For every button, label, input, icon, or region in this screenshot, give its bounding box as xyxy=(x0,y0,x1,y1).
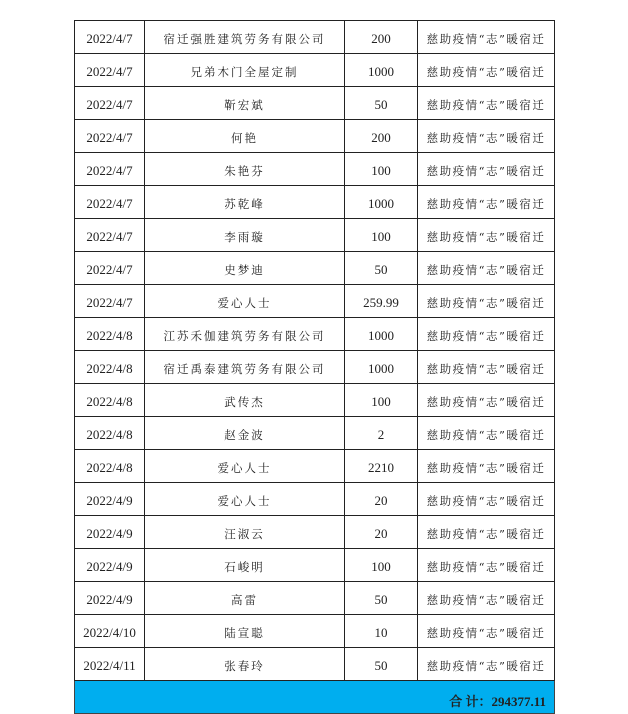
amount-cell: 50 xyxy=(345,87,418,120)
table-row xyxy=(75,351,555,384)
purpose-cell: 慈助疫情“志”暖宿迁 xyxy=(418,219,555,252)
purpose-cell: 慈助疫情“志”暖宿迁 xyxy=(418,285,555,318)
donor-cell: 何艳 xyxy=(145,120,345,153)
purpose-cell: 慈助疫情“志”暖宿迁 xyxy=(418,483,555,516)
purpose-cell: 慈助疫情“志”暖宿迁 xyxy=(418,648,555,681)
donor-cell: 石峻明 xyxy=(145,549,345,582)
purpose-cell: 慈助疫情“志”暖宿迁 xyxy=(418,21,555,54)
purpose-cell: 慈助疫情“志”暖宿迁 xyxy=(418,120,555,153)
table-row xyxy=(75,186,555,219)
date-cell: 2022/4/7 xyxy=(75,87,145,120)
amount-cell: 50 xyxy=(345,252,418,285)
purpose-cell: 慈助疫情“志”暖宿迁 xyxy=(418,54,555,87)
donor-cell: 爱心人士 xyxy=(145,483,345,516)
amount-cell: 100 xyxy=(345,549,418,582)
date-cell: 2022/4/7 xyxy=(75,285,145,318)
table-row xyxy=(75,582,555,615)
table-row xyxy=(75,318,555,351)
table-row xyxy=(75,516,555,549)
amount-cell: 100 xyxy=(345,219,418,252)
table-row xyxy=(75,450,555,483)
date-cell: 2022/4/11 xyxy=(75,648,145,681)
table-row xyxy=(75,549,555,582)
donor-cell: 史梦迪 xyxy=(145,252,345,285)
total-value: 294377.11 xyxy=(491,694,546,709)
amount-cell: 1000 xyxy=(345,186,418,219)
amount-cell: 259.99 xyxy=(345,285,418,318)
table-row xyxy=(75,219,555,252)
total-label: 合 计： xyxy=(449,694,492,709)
purpose-cell: 慈助疫情“志”暖宿迁 xyxy=(418,318,555,351)
table-row xyxy=(75,384,555,417)
date-cell: 2022/4/7 xyxy=(75,186,145,219)
date-cell: 2022/4/9 xyxy=(75,549,145,582)
donor-cell: 兄弟木门全屋定制 xyxy=(145,54,345,87)
date-cell: 2022/4/7 xyxy=(75,120,145,153)
donor-cell: 江苏禾伽建筑劳务有限公司 xyxy=(145,318,345,351)
amount-cell: 200 xyxy=(345,21,418,54)
amount-cell: 1000 xyxy=(345,54,418,87)
donor-cell: 汪淑云 xyxy=(145,516,345,549)
amount-cell: 50 xyxy=(345,648,418,681)
amount-cell: 20 xyxy=(345,483,418,516)
donor-cell: 武传杰 xyxy=(145,384,345,417)
table-row xyxy=(75,87,555,120)
purpose-cell: 慈助疫情“志”暖宿迁 xyxy=(418,450,555,483)
amount-cell: 200 xyxy=(345,120,418,153)
amount-cell: 2210 xyxy=(345,450,418,483)
purpose-cell: 慈助疫情“志”暖宿迁 xyxy=(418,549,555,582)
date-cell: 2022/4/8 xyxy=(75,318,145,351)
purpose-cell: 慈助疫情“志”暖宿迁 xyxy=(418,351,555,384)
amount-cell: 100 xyxy=(345,153,418,186)
purpose-cell: 慈助疫情“志”暖宿迁 xyxy=(418,252,555,285)
date-cell: 2022/4/8 xyxy=(75,450,145,483)
amount-cell: 20 xyxy=(345,516,418,549)
amount-cell: 1000 xyxy=(345,351,418,384)
purpose-cell: 慈助疫情“志”暖宿迁 xyxy=(418,153,555,186)
amount-cell: 50 xyxy=(345,582,418,615)
date-cell: 2022/4/9 xyxy=(75,516,145,549)
donor-cell: 苏乾峰 xyxy=(145,186,345,219)
amount-cell: 100 xyxy=(345,384,418,417)
amount-cell: 10 xyxy=(345,615,418,648)
donor-cell: 朱艳芬 xyxy=(145,153,345,186)
purpose-cell: 慈助疫情“志”暖宿迁 xyxy=(418,186,555,219)
table-row xyxy=(75,648,555,681)
date-cell: 2022/4/9 xyxy=(75,582,145,615)
total-row xyxy=(75,681,555,714)
donor-cell: 宿迁强胜建筑劳务有限公司 xyxy=(145,21,345,54)
purpose-cell: 慈助疫情“志”暖宿迁 xyxy=(418,417,555,450)
purpose-cell: 慈助疫情“志”暖宿迁 xyxy=(418,384,555,417)
date-cell: 2022/4/8 xyxy=(75,384,145,417)
donation-table-body xyxy=(75,21,555,681)
table-row xyxy=(75,120,555,153)
donation-table xyxy=(74,20,555,714)
table-row xyxy=(75,285,555,318)
table-row xyxy=(75,252,555,285)
table-row xyxy=(75,54,555,87)
donor-cell: 靳宏斌 xyxy=(145,87,345,120)
donor-cell: 陆宣聪 xyxy=(145,615,345,648)
donor-cell: 赵金波 xyxy=(145,417,345,450)
date-cell: 2022/4/7 xyxy=(75,252,145,285)
purpose-cell: 慈助疫情“志”暖宿迁 xyxy=(418,615,555,648)
date-cell: 2022/4/10 xyxy=(75,615,145,648)
purpose-cell: 慈助疫情“志”暖宿迁 xyxy=(418,87,555,120)
table-row xyxy=(75,21,555,54)
date-cell: 2022/4/7 xyxy=(75,153,145,186)
date-cell: 2022/4/8 xyxy=(75,351,145,384)
purpose-cell: 慈助疫情“志”暖宿迁 xyxy=(418,516,555,549)
date-cell: 2022/4/7 xyxy=(75,54,145,87)
date-cell: 2022/4/7 xyxy=(75,219,145,252)
donor-cell: 爱心人士 xyxy=(145,285,345,318)
table-row xyxy=(75,483,555,516)
date-cell: 2022/4/9 xyxy=(75,483,145,516)
donor-cell: 张春玲 xyxy=(145,648,345,681)
table-row xyxy=(75,153,555,186)
donor-cell: 李雨璇 xyxy=(145,219,345,252)
purpose-cell: 慈助疫情“志”暖宿迁 xyxy=(418,582,555,615)
table-row xyxy=(75,417,555,450)
donor-cell: 宿迁禹泰建筑劳务有限公司 xyxy=(145,351,345,384)
date-cell: 2022/4/7 xyxy=(75,21,145,54)
date-cell: 2022/4/8 xyxy=(75,417,145,450)
total-cell xyxy=(75,681,555,714)
amount-cell: 2 xyxy=(345,417,418,450)
table-row xyxy=(75,615,555,648)
donor-cell: 爱心人士 xyxy=(145,450,345,483)
amount-cell: 1000 xyxy=(345,318,418,351)
donor-cell: 高雷 xyxy=(145,582,345,615)
